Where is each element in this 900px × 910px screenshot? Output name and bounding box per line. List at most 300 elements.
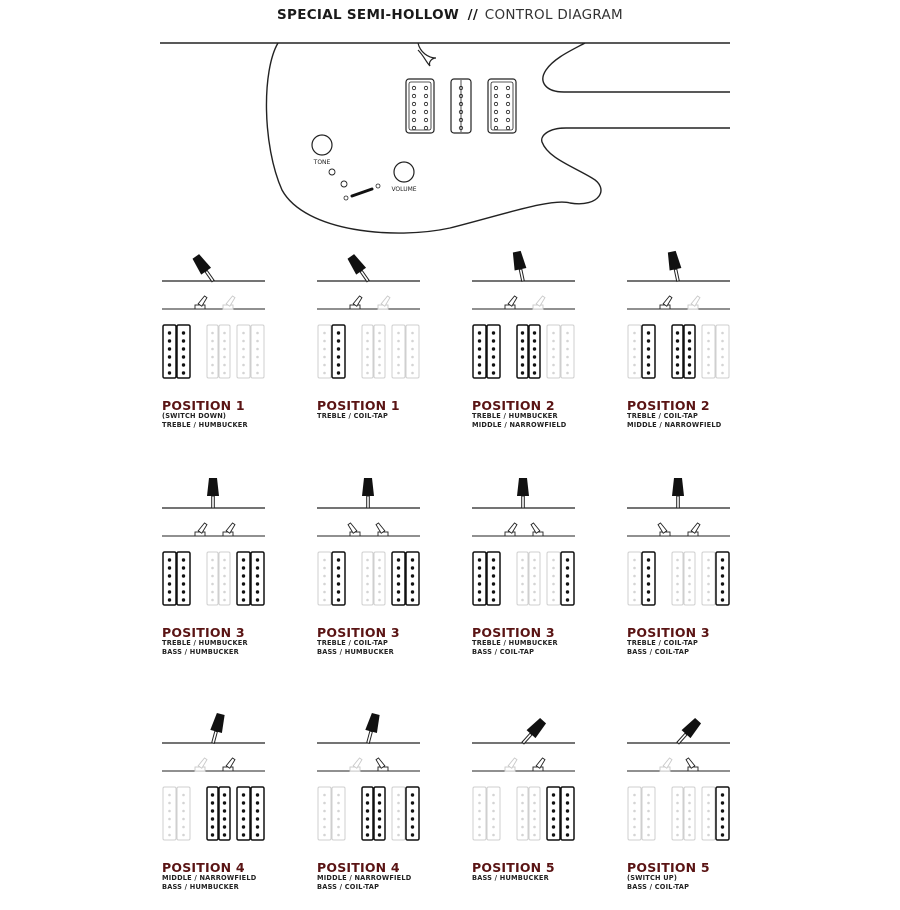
pole-dot [323,372,326,375]
pole-dot [676,567,679,570]
pole-piece-dot [412,110,415,113]
pole-dot [552,340,555,343]
pole-dot [478,826,481,829]
pole-dot [552,599,555,602]
mini-switch-lever-icon [198,523,207,534]
pole-dot [223,567,226,570]
pole-dot [411,574,414,577]
pole-dot [168,363,171,366]
position-cell [317,248,457,448]
pole-dot [707,567,710,570]
mini-switch-lever-icon [381,296,390,307]
pole-dot [707,356,710,359]
mini-switch-lever-icon [198,758,207,769]
pole-dot [366,809,369,812]
pole-dot [633,372,636,375]
pole-dot [552,809,555,812]
pole-dot [688,591,691,594]
pole-piece-dot [424,94,427,97]
pole-dot [633,575,636,578]
position-description: BASS / HUMBUCKER [472,874,549,882]
pole-dot [707,364,710,367]
position-diagram [627,475,767,615]
pole-dot [411,332,414,335]
pole-dot [721,793,724,796]
pole-dot [521,591,524,594]
pole-dot [182,371,185,374]
mini-switch-base [660,532,670,536]
pole-piece-dot [424,86,427,89]
pole-dot [533,575,536,578]
pole-dot [721,825,724,828]
pole-dot [411,372,414,375]
pole-dot [182,558,185,561]
pole-dot [378,833,381,836]
pole-dot [256,372,259,375]
position-diagram [472,710,612,850]
pole-dot [521,826,524,829]
pole-dot [242,809,245,812]
position-diagram [317,475,457,615]
pole-dot [168,339,171,342]
pole-dot [337,331,340,334]
volume-knob [394,162,414,182]
pole-dot [168,802,171,805]
mini-switch-lever-icon [663,758,672,769]
pole-dot [182,590,185,593]
pole-dot [168,598,171,601]
pole-dot [182,331,185,334]
pole-dot [223,825,226,828]
pole-dot [223,833,226,836]
pole-piece-dot [494,110,497,113]
pole-piece-dot [424,126,427,129]
pole-dot [533,802,536,805]
pole-dot [397,356,400,359]
pole-dot [378,583,381,586]
pole-dot [521,818,524,821]
position-label: POSITION 3 [472,625,555,640]
mini-switch-base [505,532,515,536]
pole-dot [566,566,569,569]
pole-dot [411,801,414,804]
pole-dot [182,339,185,342]
pole-dot [521,355,524,358]
pole-dot [337,574,340,577]
pole-dot [211,356,214,359]
pole-dot [492,339,495,342]
pole-dot [533,331,536,334]
mini-switch-1 [329,169,335,175]
pole-dot [521,834,524,837]
pole-dot [633,583,636,586]
pole-dot [521,371,524,374]
pole-dot [533,567,536,570]
pole-dot [378,364,381,367]
selector-lever [352,189,372,196]
pole-dot [411,590,414,593]
pole-dot [633,567,636,570]
pole-dot [676,599,679,602]
pole-dot [707,599,710,602]
pole-dot [521,575,524,578]
pole-piece-dot [424,102,427,105]
pole-dot [566,348,569,351]
body-outline [266,43,730,233]
pole-dot [647,558,650,561]
pole-dot [566,372,569,375]
pole-dot [478,818,481,821]
position-cell [317,710,457,910]
pole-dot [647,363,650,366]
pole-dot [366,340,369,343]
pole-dot [721,833,724,836]
pole-dot [223,583,226,586]
pole-dot [676,810,679,813]
pole-dot [168,590,171,593]
pole-dot [478,598,481,601]
mini-switch-base [505,305,515,309]
pole-dot [397,598,400,601]
pole-dot [223,575,226,578]
pole-dot [478,558,481,561]
position-cell [472,475,612,675]
pole-dot [707,575,710,578]
pole-dot [256,364,259,367]
pole-dot [223,559,226,562]
pole-dot [533,794,536,797]
pole-dot [378,793,381,796]
mini-switch-lever-icon [536,296,545,307]
pole-dot [337,590,340,593]
mini-switch-base [660,767,670,771]
pole-dot [478,810,481,813]
pole-dot [552,332,555,335]
pole-dot [223,801,226,804]
pole-dot [647,810,650,813]
pole-dot [323,591,326,594]
pole-dot [721,574,724,577]
pole-dot [323,356,326,359]
pole-dot [721,340,724,343]
mini-switch-base [350,532,360,536]
mini-switch-lever-icon [226,296,235,307]
pole-dot [337,598,340,601]
pole-dot [168,834,171,837]
pole-dot [521,331,524,334]
pole-dot [688,583,691,586]
pole-dot [182,810,185,813]
pole-dot [256,590,259,593]
pole-dot [478,834,481,837]
pole-dot [647,347,650,350]
pole-dot [566,793,569,796]
pole-dot [521,363,524,366]
pole-dot [366,801,369,804]
pole-dot [337,363,340,366]
pole-dot [242,558,245,561]
selector-left-point [344,196,348,200]
pole-dot [533,810,536,813]
pole-dot [633,818,636,821]
pole-dot [378,599,381,602]
mini-switch-lever-icon [691,296,700,307]
pole-dot [211,591,214,594]
pole-dot [168,794,171,797]
pole-dot [211,809,214,812]
pole-dot [337,826,340,829]
pole-dot [552,583,555,586]
pole-dot [397,810,400,813]
pole-dot [337,582,340,585]
pole-dot [533,347,536,350]
pole-dot [478,371,481,374]
pole-dot [242,332,245,335]
pole-dot [688,575,691,578]
pole-dot [337,339,340,342]
pole-dot [211,348,214,351]
pole-dot [566,817,569,820]
position-description: MIDDLE / NARROWFIELD [472,421,567,429]
pole-dot [552,801,555,804]
mini-switch-base [505,767,515,771]
pole-dot [566,332,569,335]
pole-dot [707,340,710,343]
pole-dot [707,372,710,375]
selector-lever-icon [517,478,529,508]
pole-dot [211,372,214,375]
pole-dot [521,559,524,562]
neck-humbucker [406,79,434,133]
pole-dot [707,818,710,821]
pole-dot [397,364,400,367]
pole-dot [478,363,481,366]
pole-dot [256,340,259,343]
selector-lever-icon [362,712,381,744]
pole-dot [397,794,400,797]
position-diagram [162,248,302,388]
pole-dot [223,591,226,594]
selector-lever-icon [362,478,374,508]
mini-switch-lever-icon [508,758,517,769]
pole-dot [411,356,414,359]
pole-dot [168,355,171,358]
pole-dot [647,574,650,577]
pole-dot [366,583,369,586]
selector-lever-icon [207,478,219,508]
pole-dot [411,582,414,585]
position-description: BASS / COIL-TAP [317,883,380,891]
mini-switch-base [350,305,360,309]
pole-dot [492,802,495,805]
position-diagram [317,710,457,850]
pole-dot [168,558,171,561]
pole-dot [242,372,245,375]
pole-dot [256,809,259,812]
pole-dot [242,598,245,601]
pole-dot [721,590,724,593]
volume-label: VOLUME [391,186,417,193]
pole-dot [721,582,724,585]
pole-dot [688,355,691,358]
pole-dot [256,558,259,561]
pole-dot [411,348,414,351]
pole-piece-dot [506,126,509,129]
mini-switch-base [195,305,205,309]
position-description: (SWITCH UP) [627,874,678,882]
pole-dot [676,347,679,350]
pole-dot [492,574,495,577]
position-description: MIDDLE / NARROWFIELD [317,874,412,882]
pole-dot [397,574,400,577]
pole-dot [378,809,381,812]
pole-dot [242,364,245,367]
pole-dot [378,575,381,578]
pole-dot [676,331,679,334]
pole-dot [647,802,650,805]
pole-dot [337,802,340,805]
pole-dot [337,558,340,561]
pole-dot [182,574,185,577]
pole-dot [633,559,636,562]
pole-dot [378,567,381,570]
pole-dot [182,566,185,569]
position-description: TREBLE / HUMBUCKER [162,639,248,647]
title-separator: // [467,7,479,23]
pole-dot [366,793,369,796]
pole-dot [721,348,724,351]
position-cell [162,710,302,910]
pole-dot [647,371,650,374]
pole-dot [688,826,691,829]
pole-dot [478,590,481,593]
pole-dot [492,371,495,374]
pole-dot [182,818,185,821]
pole-dot [366,833,369,836]
pole-dot [211,575,214,578]
pole-dot [378,801,381,804]
mini-switch-lever-icon [530,523,539,534]
pole-dot [397,332,400,335]
position-description: TREBLE / COIL-TAP [317,639,388,647]
pole-dot [492,590,495,593]
pole-dot [366,599,369,602]
pole-dot [492,331,495,334]
pole-dot [378,559,381,562]
position-label: POSITION 3 [317,625,400,640]
mini-switch-base [350,767,360,771]
pole-piece-dot [412,102,415,105]
pole-dot [397,826,400,829]
pole-dot [478,339,481,342]
pole-dot [242,582,245,585]
pole-dot [566,364,569,367]
pole-dot [182,347,185,350]
pole-dot [478,802,481,805]
position-cell [162,248,302,448]
position-description: TREBLE / COIL-TAP [317,412,388,420]
pole-dot [211,599,214,602]
selector-lever-icon [666,250,684,282]
mini-switch-lever-icon [685,758,694,769]
pole-dot [411,558,414,561]
pole-dot [566,809,569,812]
pole-dot [366,825,369,828]
pole-dot [633,356,636,359]
pole-dot [676,355,679,358]
pole-dot [566,833,569,836]
mini-switch-lever-icon [508,523,517,534]
position-diagram [472,248,612,388]
pole-dot [411,809,414,812]
position-description: MIDDLE / NARROWFIELD [627,421,722,429]
pole-dot [211,340,214,343]
pole-dot [211,332,214,335]
position-label: POSITION 3 [162,625,245,640]
pole-dot [478,794,481,797]
selector-lever-icon [672,478,684,508]
pole-dot [211,793,214,796]
pole-dot [168,582,171,585]
selector-right-point [376,184,380,188]
position-diagram [627,710,767,850]
pole-dot [521,802,524,805]
pole-dot [492,826,495,829]
pole-dot [366,372,369,375]
pole-dot [182,598,185,601]
pole-dot [721,364,724,367]
pole-dot [492,558,495,561]
pole-dot [378,817,381,820]
pole-dot [647,598,650,601]
pole-dot [378,356,381,359]
pole-dot [566,340,569,343]
pole-dot [566,558,569,561]
pole-dot [223,809,226,812]
pole-dot [478,347,481,350]
mini-switch-lever-icon [198,296,207,307]
pole-dot [521,347,524,350]
pole-dot [478,582,481,585]
pole-dot [707,348,710,351]
pole-dot [366,364,369,367]
pole-dot [552,817,555,820]
title-light: CONTROL DIAGRAM [484,7,624,23]
pole-dot [397,590,400,593]
pole-dot [707,591,710,594]
pole-dot [366,591,369,594]
position-description: BASS / COIL-TAP [472,648,535,656]
pole-dot [688,794,691,797]
pole-dot [647,331,650,334]
mini-switch-base [688,532,698,536]
pole-dot [223,356,226,359]
pole-dot [533,591,536,594]
pole-dot [552,591,555,594]
pole-dot [676,363,679,366]
position-label: POSITION 5 [627,860,710,875]
pole-dot [552,356,555,359]
pole-piece-dot [506,102,509,105]
pole-piece-dot [494,86,497,89]
pole-dot [337,347,340,350]
pole-dot [533,355,536,358]
pole-dot [647,794,650,797]
pole-dot [378,348,381,351]
pole-dot [168,574,171,577]
pole-dot [721,558,724,561]
pole-dot [323,583,326,586]
